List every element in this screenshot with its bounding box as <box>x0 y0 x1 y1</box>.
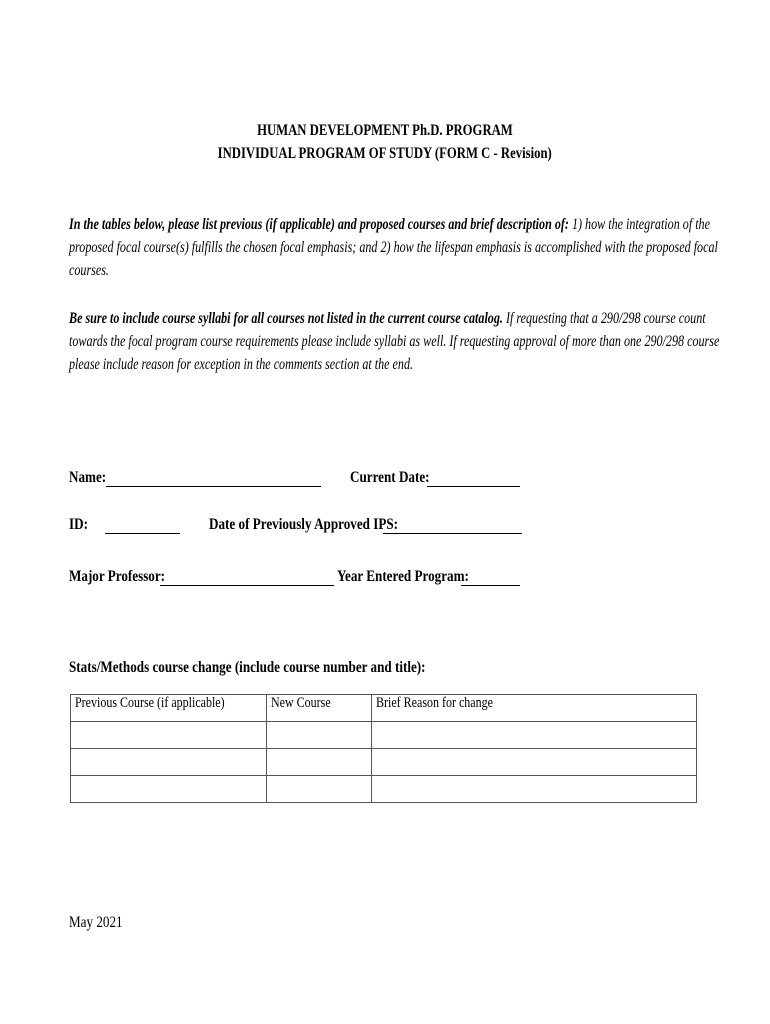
instructions-text: 1) how the integration of the <box>568 216 710 233</box>
previous-course-cell[interactable] <box>71 749 267 776</box>
reason-cell[interactable] <box>372 776 697 803</box>
instructions-text: please include reason for exception in the comments section at the end. <box>69 356 414 373</box>
form-title <box>0 122 770 140</box>
new-course-cell[interactable] <box>267 722 372 749</box>
instructions-text: If requesting that a 290/298 course count <box>502 310 706 327</box>
prev-ips-date-label-text: Date of Previously Approved IPS: <box>209 516 399 533</box>
reason-cell[interactable] <box>372 722 697 749</box>
year-entered-field[interactable] <box>461 585 520 586</box>
name-label-text: Name: <box>69 469 107 486</box>
name-label <box>69 469 114 487</box>
column-header-reason: Brief Reason for change <box>376 695 493 711</box>
instructions-text: proposed focal course(s) fulfills the chosen focal emphasis; and 2) how the lifespan emphasis is accomplished with the proposed focal <box>69 239 718 256</box>
major-professor-label <box>69 568 186 586</box>
form-subtitle <box>0 145 770 163</box>
instructions-paragraph-2 <box>69 307 720 376</box>
table-row <box>71 776 697 803</box>
table-row <box>71 722 697 749</box>
name-field[interactable] <box>106 486 321 487</box>
column-header <box>71 695 267 722</box>
stats-methods-title-text: Stats/Methods course change (include course number and title): <box>69 659 426 676</box>
year-entered-label-text: Year Entered Program: <box>337 568 469 585</box>
id-field[interactable] <box>105 533 180 534</box>
column-header <box>372 695 697 722</box>
stats-methods-title <box>69 659 504 677</box>
previous-course-cell[interactable] <box>71 776 267 803</box>
footer-date <box>69 914 134 932</box>
major-professor-label-text: Major Professor: <box>69 568 166 585</box>
prev-ips-date-label <box>209 516 440 534</box>
year-entered-label <box>337 568 498 586</box>
new-course-cell[interactable] <box>267 749 372 776</box>
reason-cell[interactable] <box>372 749 697 776</box>
form-title-line-2: INDIVIDUAL PROGRAM OF STUDY (FORM C - Revision) <box>217 145 553 162</box>
id-label-text: ID: <box>69 516 88 533</box>
new-course-cell[interactable] <box>267 776 372 803</box>
instructions-text: courses. <box>69 262 109 279</box>
footer-date-text: May 2021 <box>69 914 123 931</box>
instructions-emphasis: In the tables below, please list previous (if applicable) and proposed courses and brief description of: <box>69 216 569 233</box>
syllabi-requirement: Be sure to include course syllabi for all courses not listed in the current course catalog. <box>69 310 503 327</box>
current-date-label-text: Current Date: <box>350 469 430 486</box>
instructions-paragraph-1 <box>69 213 718 282</box>
course-change-table <box>70 694 697 803</box>
major-professor-field[interactable] <box>160 585 334 586</box>
column-header <box>267 695 372 722</box>
previous-course-cell[interactable] <box>71 722 267 749</box>
form-title-line-1: HUMAN DEVELOPMENT Ph.D. PROGRAM <box>257 122 513 139</box>
table-header-row <box>71 695 697 722</box>
table-row <box>71 749 697 776</box>
current-date-field[interactable] <box>427 486 520 487</box>
current-date-label <box>350 469 447 487</box>
id-label <box>69 516 92 534</box>
instructions-text: towards the focal program course requirements please include syllabi as well. If requesting approval of more than one 290/298 course <box>69 333 720 350</box>
prev-ips-date-field[interactable] <box>383 533 522 534</box>
column-header-previous-course: Previous Course (if applicable) <box>75 695 225 711</box>
column-header-new-course: New Course <box>271 695 331 711</box>
